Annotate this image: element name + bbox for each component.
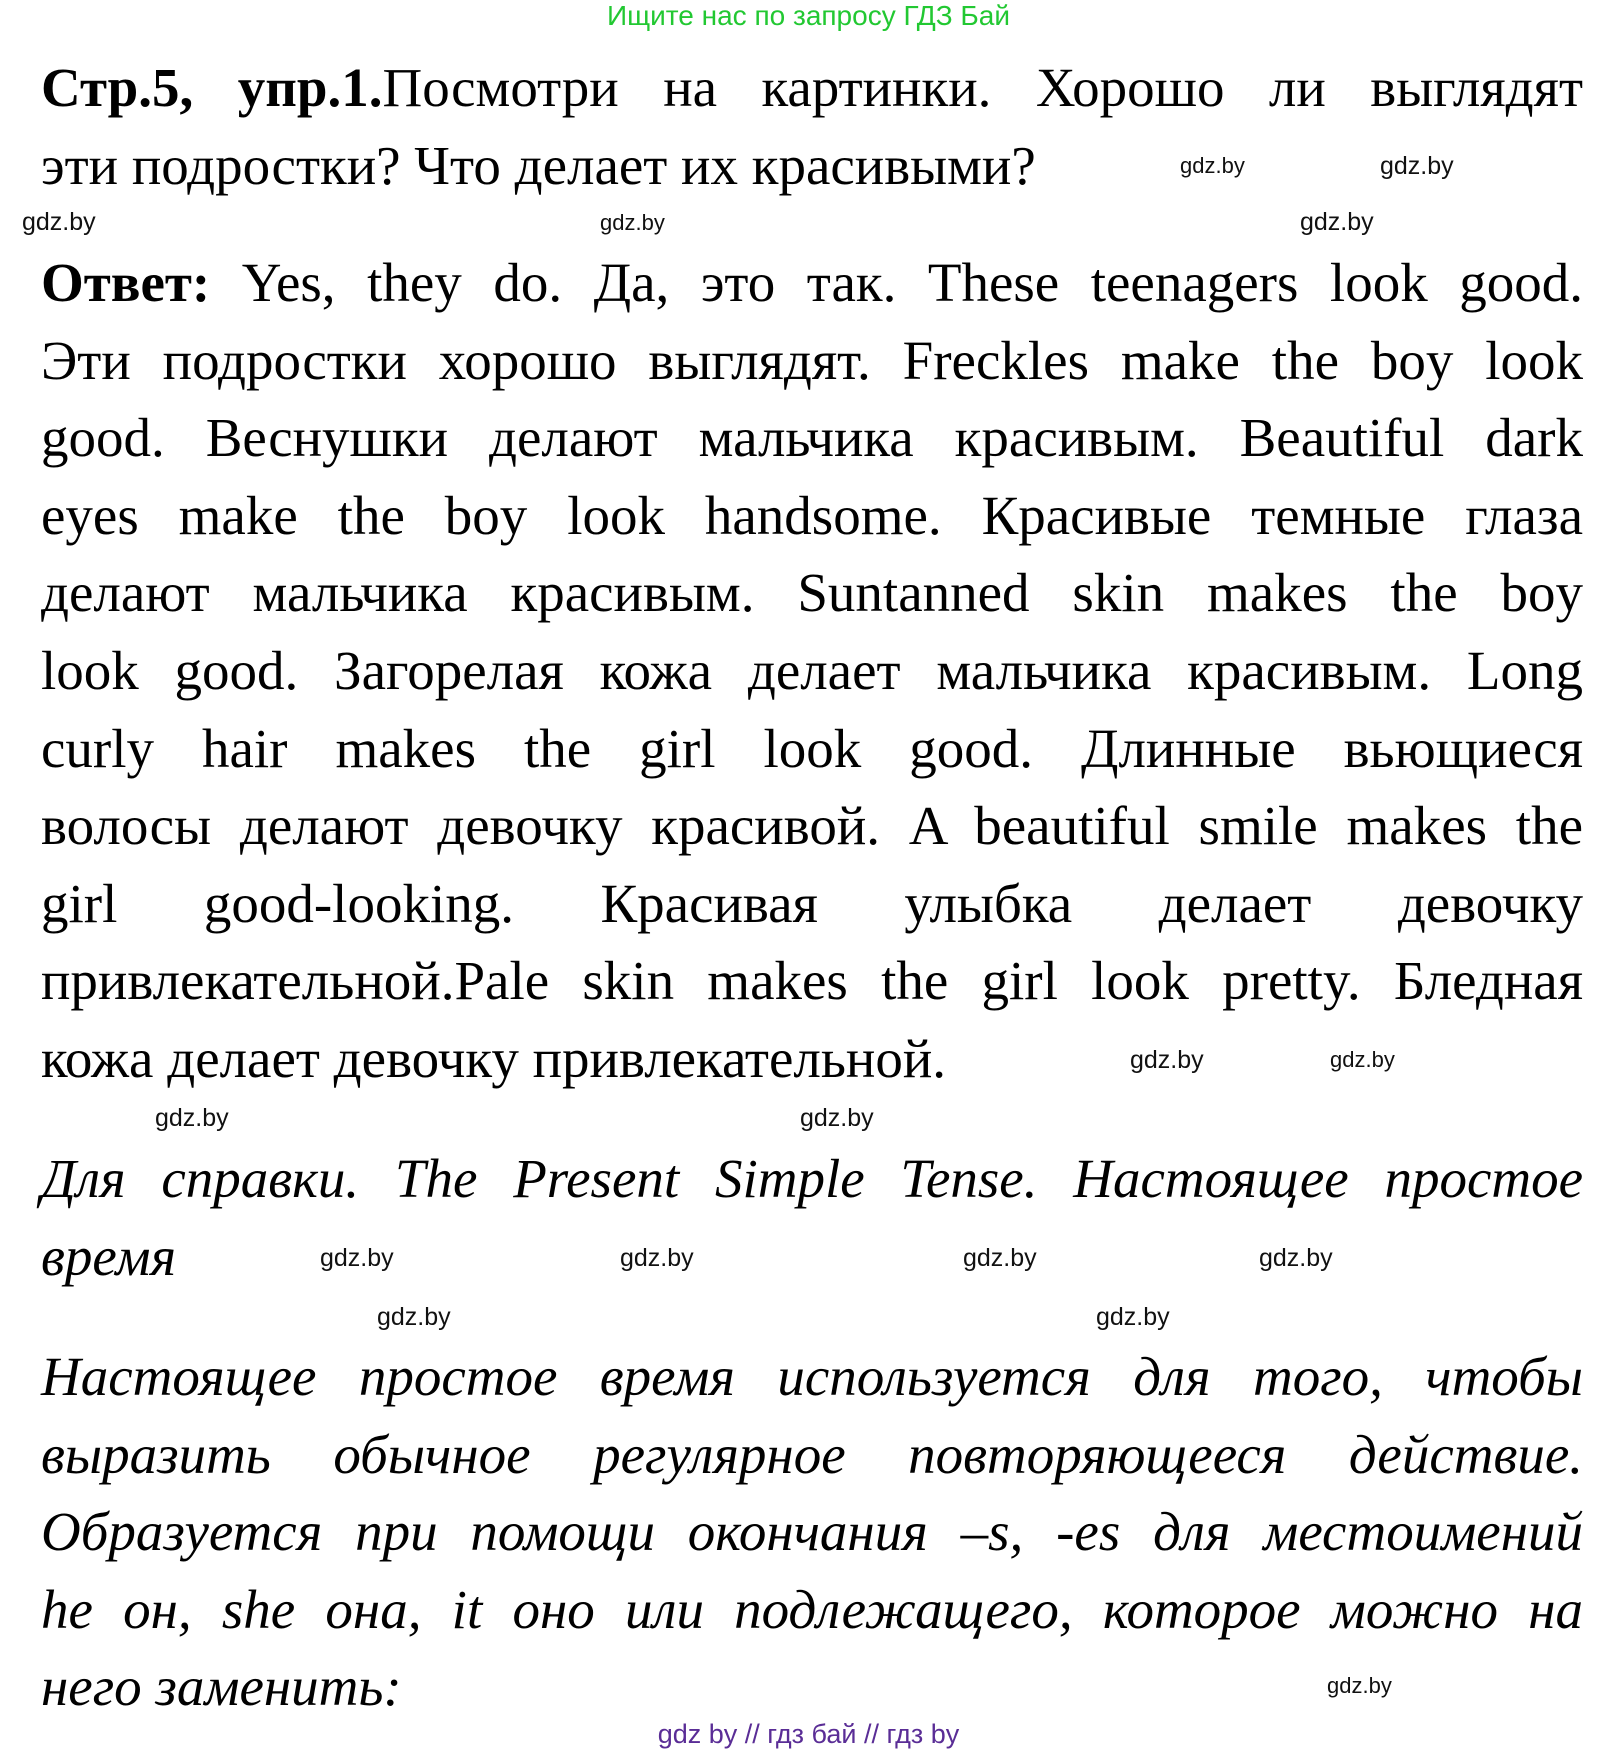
watermark: gdz.by [800,1104,874,1132]
watermark: gdz.by [377,1303,451,1331]
watermark: gdz.by [1327,1673,1392,1698]
watermark: gdz.by [1130,1046,1204,1074]
answer-line: привлекательной.Pale skin makes the girl look pretty. Бледная [41,950,1583,1012]
watermark: gdz.by [1330,1047,1395,1072]
answer-line: кожа делает девочку привлекательной. [41,1027,947,1089]
watermark: gdz.by [620,1244,694,1272]
explanation-line: выразить обычное регулярное повторяющееся действие. [41,1423,1583,1485]
watermark: gdz.by [600,210,665,235]
watermark: gdz.by [963,1244,1037,1272]
exercise-heading [41,49,1583,204]
watermark: gdz.by [22,208,96,236]
reference-line: Для справки. The Present Simple Tense. Настоящее простое [41,1148,1583,1209]
answer-line: look good. Загорелая кожа делает мальчика красивым. Long [41,639,1583,701]
answer-line: curly hair makes the girl look good. Длинные вьющиеся [41,717,1583,779]
answer-line: girl good-looking. Красивая улыбка делает девочку [41,872,1583,934]
answer-label: Ответ: [41,252,211,313]
watermark: gdz.by [1096,1303,1170,1331]
search-banner: Ищите нас по запросу ГДЗ Бай [606,0,1011,31]
watermark: gdz.by [1300,208,1374,236]
heading-line: эти подростки? Что делает их красивыми? [41,134,1036,196]
answer-line: good. Веснушки делают мальчика красивым. Beautiful dark [41,407,1583,469]
heading-line: Стр.5, упр.1.Посмотри на картинки. Хорошо ли выглядят [41,57,1583,118]
explanation-paragraph [41,1338,1583,1726]
watermark: gdz.by [320,1244,394,1272]
footer-text: gdz by // гдз бай // гдз by [657,1719,960,1749]
reference-paragraph [41,1140,1583,1295]
watermark: gdz.by [1180,153,1245,178]
answer-line: волосы делают девочку красивой. A beautiful smile makes the [41,795,1583,857]
explanation-line: Образуется при помощи окончания –s, -es для местоимений [41,1501,1583,1563]
answer-line: делают мальчика красивым. Suntanned skin makes the boy [41,562,1583,624]
watermark: gdz.by [1380,152,1454,180]
explanation-line: he он, she она, it оно или подлежащего, которое можно на [41,1578,1583,1640]
answer-line: eyes make the boy look handsome. Красивые темные глаза [41,484,1583,546]
footer-links [0,1718,1617,1750]
answer-paragraph [41,244,1583,1098]
answer-line: Эти подростки хорошо выглядят. Freckles make the boy look [41,329,1583,391]
explanation-line: него заменить: [41,1656,402,1718]
exercise-label: Стр.5, упр.1. [41,57,383,118]
reference-line: время [41,1225,177,1287]
explanation-line: Настоящее простое время используется для того, чтобы [41,1346,1583,1407]
watermark: gdz.by [1259,1244,1333,1272]
watermark: gdz.by [155,1104,229,1132]
answer-line: Ответ: Yes, they do. Да, это так. These teenagers look good. [41,252,1583,313]
